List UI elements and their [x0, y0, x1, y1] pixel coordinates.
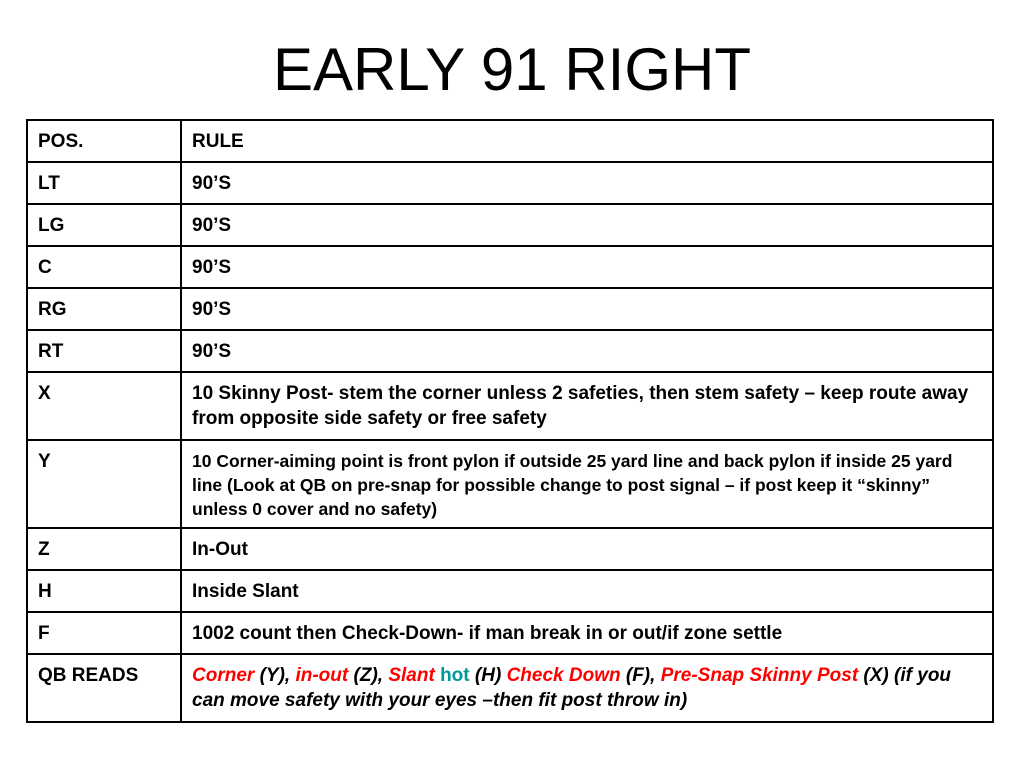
qb-read-segment: hot	[434, 665, 470, 686]
pos-cell: Y	[27, 440, 181, 528]
qb-reads-label: QB READS	[27, 654, 181, 722]
rule-cell: 90’S	[181, 246, 993, 288]
qb-read-segment: in-out	[295, 665, 349, 686]
qb-read-segment: (Y),	[254, 665, 296, 686]
qb-read-segment: (X) (if you can move safety with your eyes –then fit post throw in)	[192, 665, 952, 711]
qb-reads-row	[27, 654, 993, 722]
table-header-row	[27, 120, 993, 162]
table-row	[27, 372, 993, 440]
rule-cell: 90’S	[181, 162, 993, 204]
pos-cell: RG	[27, 288, 181, 330]
pos-cell: RT	[27, 330, 181, 372]
table-row	[27, 570, 993, 612]
qb-read-segment: (F),	[620, 665, 661, 686]
table-row	[27, 246, 993, 288]
rule-cell: In-Out	[181, 528, 993, 570]
rule-cell: 1002 count then Check-Down- if man break in or out/if zone settle	[181, 612, 993, 654]
qb-reads-cell	[181, 654, 993, 722]
rule-cell: 90’S	[181, 288, 993, 330]
pos-cell: LG	[27, 204, 181, 246]
qb-read-segment: (H)	[469, 665, 507, 686]
rule-cell: Inside Slant	[181, 570, 993, 612]
qb-read-segment: Corner	[192, 665, 255, 686]
table-row	[27, 162, 993, 204]
qb-read-segment: (Z),	[348, 665, 389, 686]
table-row	[27, 330, 993, 372]
rule-header: RULE	[181, 120, 993, 162]
pos-cell: F	[27, 612, 181, 654]
table-row	[27, 612, 993, 654]
qb-read-segment: Check Down	[506, 665, 621, 686]
table-row	[27, 204, 993, 246]
assignment-table	[26, 119, 994, 723]
rule-cell: 10 Skinny Post- stem the corner unless 2 safeties, then stem safety – keep route away from opposite side safety or free safety	[181, 372, 993, 440]
pos-cell: LT	[27, 162, 181, 204]
rule-cell: 90’S	[181, 204, 993, 246]
table-row	[27, 288, 993, 330]
slide-title: EARLY 91 RIGHT	[273, 36, 751, 103]
pos-cell: X	[27, 372, 181, 440]
pos-header: POS.	[27, 120, 181, 162]
rule-cell: 10 Corner-aiming point is front pylon if outside 25 yard line and back pylon if inside 25 yard line (Look at QB on pre-snap for possible change to post signal – if post keep it “skinny” unless 0 cover and no safety)	[181, 440, 993, 528]
table-row	[27, 528, 993, 570]
pos-cell: Z	[27, 528, 181, 570]
pos-cell: C	[27, 246, 181, 288]
table-row	[27, 440, 993, 528]
qb-read-segment: Slant	[388, 665, 435, 686]
qb-read-segment: Pre-Snap Skinny Post	[660, 665, 859, 686]
pos-cell: H	[27, 570, 181, 612]
rule-cell: 90’S	[181, 330, 993, 372]
